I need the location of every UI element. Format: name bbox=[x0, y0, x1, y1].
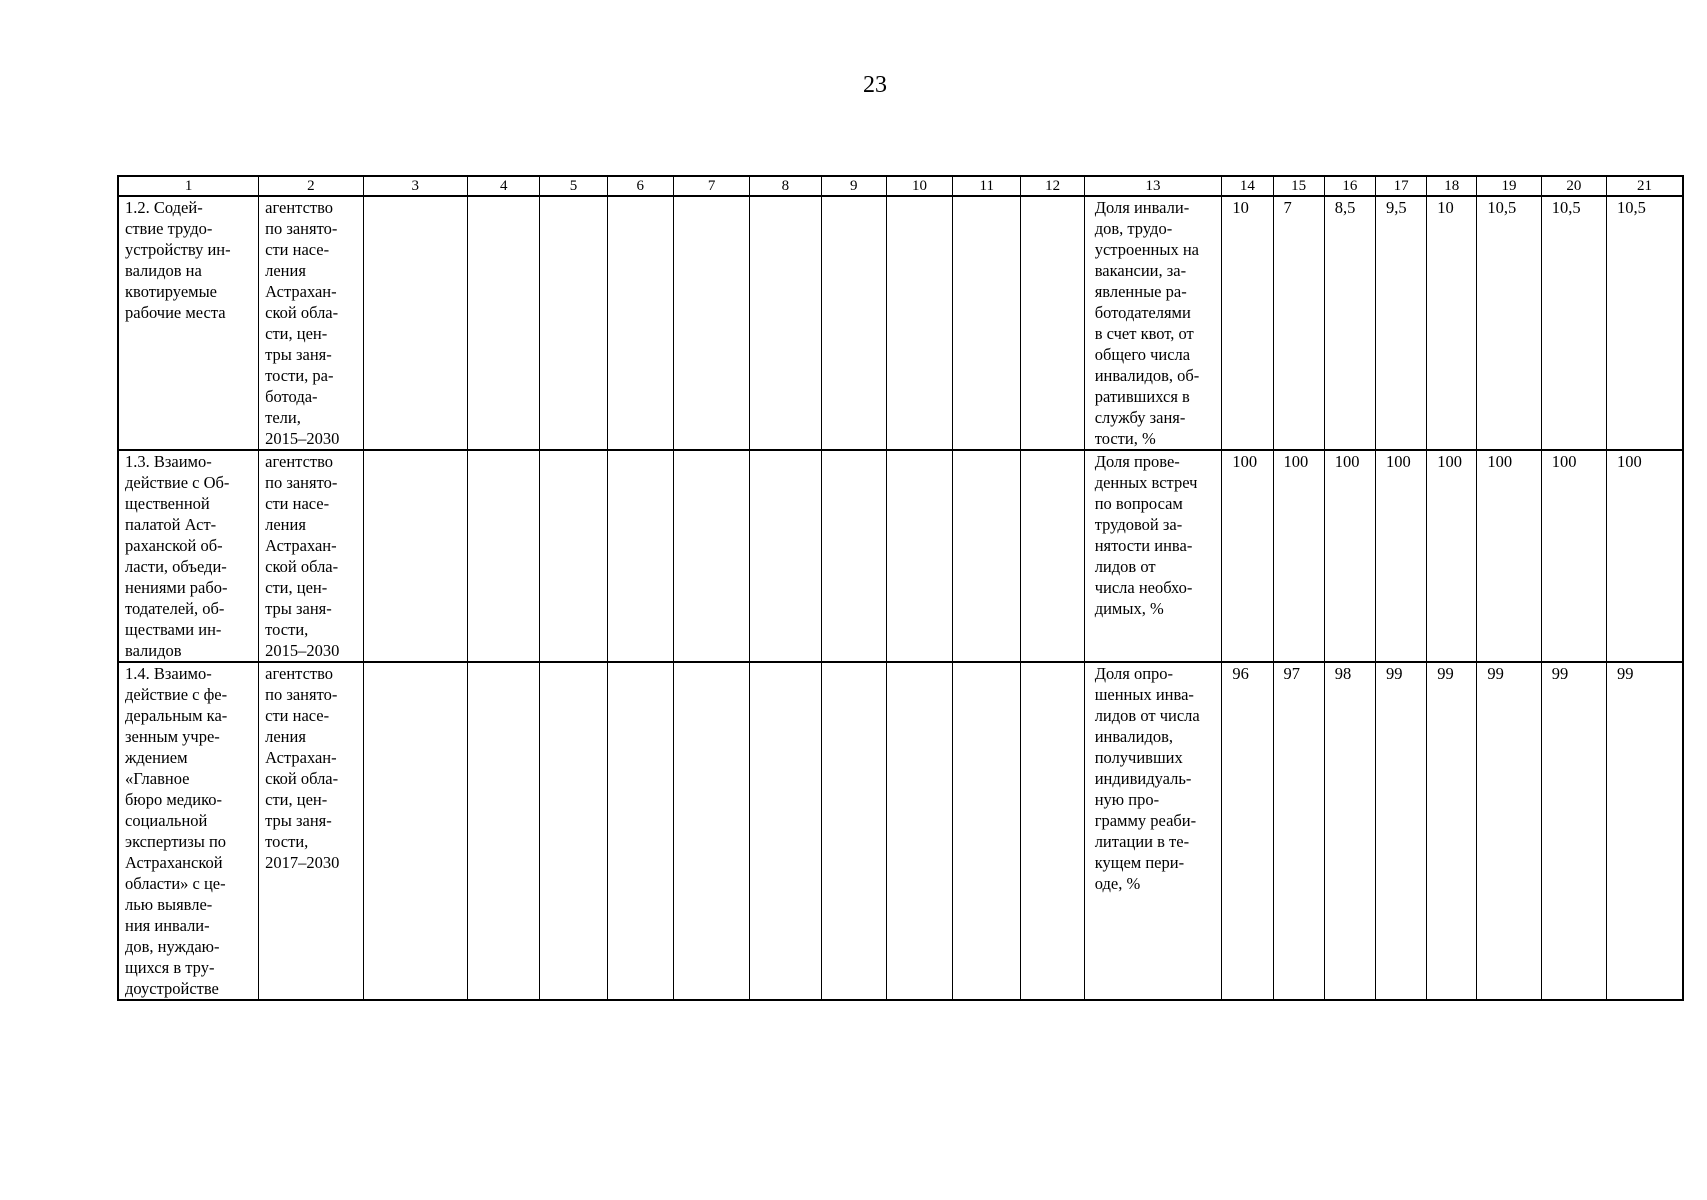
column-number: 5 bbox=[540, 176, 607, 196]
column-number: 15 bbox=[1273, 176, 1324, 196]
value-cell: 100 bbox=[1324, 450, 1375, 662]
value-cell: 100 bbox=[1222, 450, 1273, 662]
empty-cell bbox=[886, 662, 952, 1000]
value-cell: 97 bbox=[1273, 662, 1324, 1000]
value-cell: 10 bbox=[1427, 196, 1477, 450]
empty-cell bbox=[673, 196, 749, 450]
column-number: 8 bbox=[750, 176, 821, 196]
value-cell: 10,5 bbox=[1606, 196, 1683, 450]
program-measures-table bbox=[117, 175, 1684, 1001]
column-number: 4 bbox=[468, 176, 540, 196]
column-number: 20 bbox=[1541, 176, 1606, 196]
column-number: 11 bbox=[953, 176, 1021, 196]
column-number: 6 bbox=[607, 176, 673, 196]
empty-cell bbox=[750, 196, 821, 450]
empty-cell bbox=[468, 450, 540, 662]
value-cell: 99 bbox=[1477, 662, 1541, 1000]
measure-cell: 1.2. Содей- ствие трудо- устройству ин- валидов на квотируемые рабочие места bbox=[118, 196, 259, 450]
value-cell: 100 bbox=[1273, 450, 1324, 662]
column-number: 18 bbox=[1427, 176, 1477, 196]
empty-cell bbox=[821, 662, 886, 1000]
empty-cell bbox=[673, 662, 749, 1000]
column-number: 3 bbox=[363, 176, 467, 196]
empty-cell bbox=[886, 196, 952, 450]
value-cell: 100 bbox=[1427, 450, 1477, 662]
column-number: 21 bbox=[1606, 176, 1683, 196]
value-cell: 10,5 bbox=[1541, 196, 1606, 450]
empty-cell bbox=[821, 450, 886, 662]
empty-cell bbox=[821, 196, 886, 450]
value-cell: 100 bbox=[1541, 450, 1606, 662]
value-cell: 10,5 bbox=[1477, 196, 1541, 450]
value-cell: 100 bbox=[1477, 450, 1541, 662]
measure-cell: 1.3. Взаимо- действие с Об- щественной палатой Аст- раханской об- ласти, объеди- нениями рабо- тодателей, об- ществами ин- валидов bbox=[118, 450, 259, 662]
empty-cell bbox=[468, 662, 540, 1000]
column-number: 9 bbox=[821, 176, 886, 196]
empty-cell bbox=[953, 196, 1021, 450]
indicator-cell: Доля инвали- дов, трудо- устроенных на вакансии, за- явленные ра- ботодателями в счет квот, от общего числа инвалидов, об- ратившихся в службу заня- тости, % bbox=[1084, 196, 1222, 450]
empty-cell bbox=[540, 450, 607, 662]
executor-cell: агентство по занято- сти насе- ления Астрахан- ской обла- сти, цен- тры заня- тости, ра- ботода- тели, 2015–2030 bbox=[259, 196, 363, 450]
empty-cell bbox=[953, 662, 1021, 1000]
empty-cell bbox=[540, 662, 607, 1000]
column-number: 2 bbox=[259, 176, 363, 196]
empty-cell bbox=[673, 450, 749, 662]
empty-cell bbox=[886, 450, 952, 662]
empty-cell bbox=[363, 662, 467, 1000]
value-cell: 99 bbox=[1541, 662, 1606, 1000]
value-cell: 100 bbox=[1606, 450, 1683, 662]
indicator-cell: Доля опро- шенных инва- лидов от числа инвалидов, получивших индивидуаль- ную про- грамму реаби- литации в те- кущем пери- оде, % bbox=[1084, 662, 1222, 1000]
empty-cell bbox=[1021, 662, 1084, 1000]
value-cell: 99 bbox=[1606, 662, 1683, 1000]
column-number: 1 bbox=[118, 176, 259, 196]
value-cell: 8,5 bbox=[1324, 196, 1375, 450]
value-cell: 96 bbox=[1222, 662, 1273, 1000]
column-number: 10 bbox=[886, 176, 952, 196]
empty-cell bbox=[607, 196, 673, 450]
empty-cell bbox=[540, 196, 607, 450]
column-number: 17 bbox=[1375, 176, 1426, 196]
value-cell: 10 bbox=[1222, 196, 1273, 450]
empty-cell bbox=[750, 662, 821, 1000]
indicator-cell: Доля прове- денных встреч по вопросам трудовой за- нятости инва- лидов от числа необхо- димых, % bbox=[1084, 450, 1222, 662]
column-number: 14 bbox=[1222, 176, 1273, 196]
value-cell: 98 bbox=[1324, 662, 1375, 1000]
value-cell: 99 bbox=[1375, 662, 1426, 1000]
value-cell: 7 bbox=[1273, 196, 1324, 450]
empty-cell bbox=[363, 450, 467, 662]
value-cell: 9,5 bbox=[1375, 196, 1426, 450]
value-cell: 99 bbox=[1427, 662, 1477, 1000]
executor-cell: агентство по занято- сти насе- ления Астрахан- ской обла- сти, цен- тры заня- тости, 2017–2030 bbox=[259, 662, 363, 1000]
empty-cell bbox=[363, 196, 467, 450]
value-cell: 100 bbox=[1375, 450, 1426, 662]
empty-cell bbox=[607, 662, 673, 1000]
table-row bbox=[118, 662, 1683, 1000]
table-row bbox=[118, 450, 1683, 662]
column-number: 19 bbox=[1477, 176, 1541, 196]
column-number: 7 bbox=[673, 176, 749, 196]
column-number: 13 bbox=[1084, 176, 1222, 196]
column-number: 12 bbox=[1021, 176, 1084, 196]
empty-cell bbox=[1021, 196, 1084, 450]
page-number: 23 bbox=[863, 72, 887, 98]
measure-cell: 1.4. Взаимо- действие с фе- деральным ка- зенным учре- ждением «Главное бюро медико- социальной экспертизы по Астраханской области» с це- лью выявле- ния инвали- дов, нуждаю- щихся в тру- доустройстве bbox=[118, 662, 259, 1000]
empty-cell bbox=[953, 450, 1021, 662]
empty-cell bbox=[1021, 450, 1084, 662]
empty-cell bbox=[607, 450, 673, 662]
empty-cell bbox=[750, 450, 821, 662]
table-row bbox=[118, 196, 1683, 450]
empty-cell bbox=[468, 196, 540, 450]
column-number: 16 bbox=[1324, 176, 1375, 196]
executor-cell: агентство по занято- сти насе- ления Астрахан- ской обла- сти, цен- тры заня- тости, 2015–2030 bbox=[259, 450, 363, 662]
column-number-row bbox=[118, 176, 1683, 196]
